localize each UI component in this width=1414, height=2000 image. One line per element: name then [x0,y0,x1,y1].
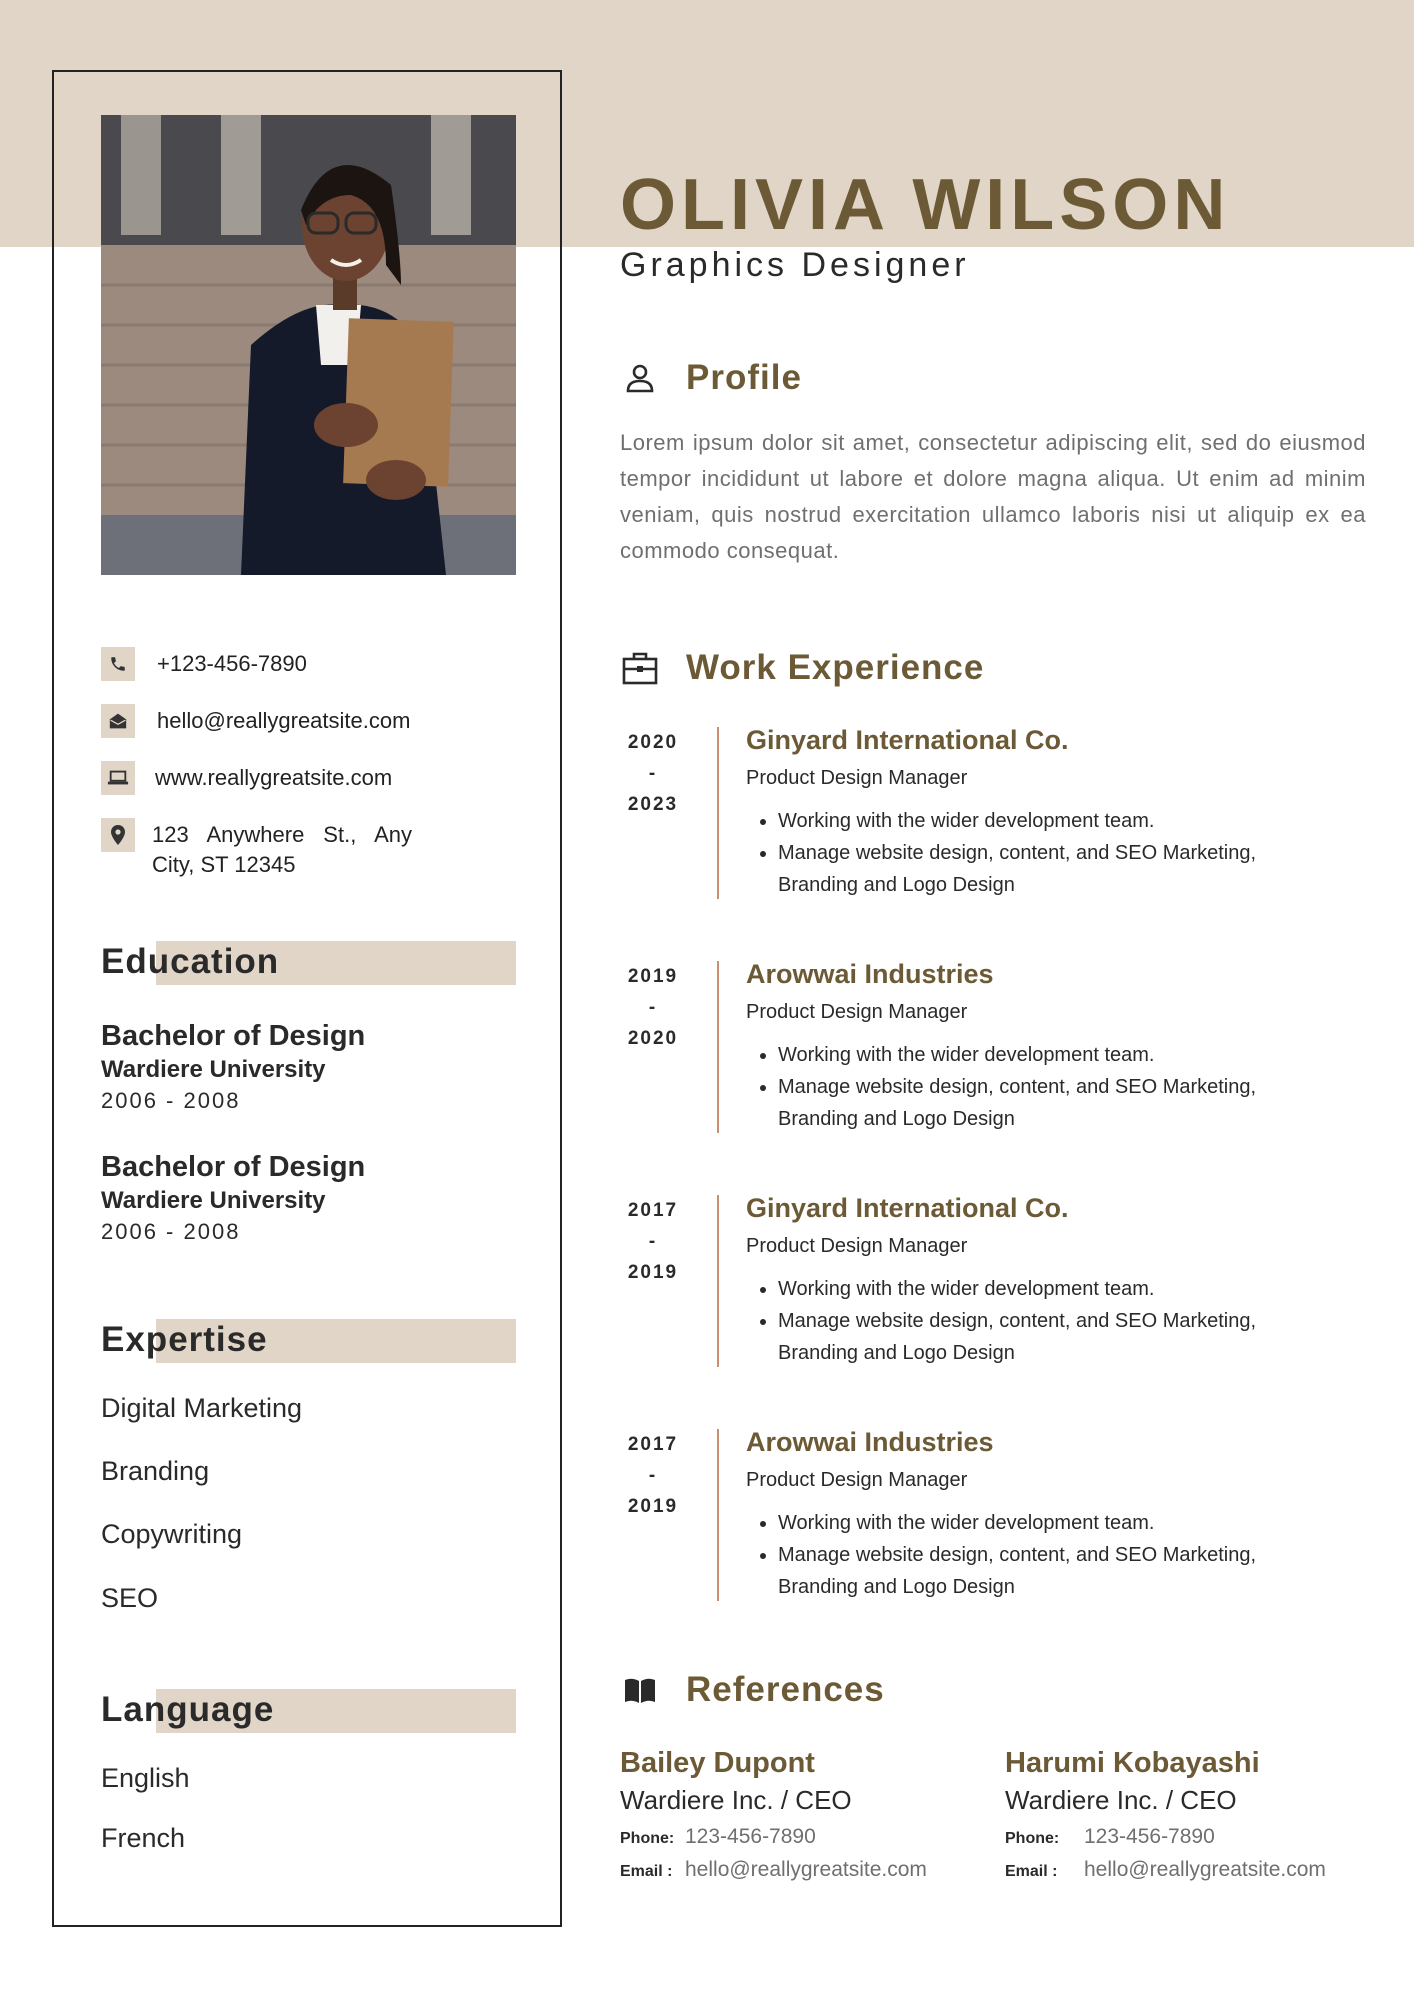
work-title: Product Design Manager [746,1469,968,1491]
work-years: 2017 - 2019 [627,1200,679,1283]
user-icon [620,358,660,398]
timeline-line [717,961,719,1133]
work-bullet: • Manage website design, content, and SEO Marketing, Branding and Logo Design [778,1071,1338,1135]
work-title: Product Design Manager [746,1001,968,1023]
reference-email: hello@reallygreatsite.com [1084,1858,1326,1881]
book-icon [620,1670,660,1710]
work-bullets [746,1039,1338,1135]
timeline-line [717,1429,719,1601]
profile-photo [101,115,516,575]
reference-company: Wardiere Inc. / CEO [1005,1785,1237,1815]
timeline-line [717,727,719,899]
reference-name: Bailey Dupont [620,1747,815,1779]
work-bullet: • Working with the wider development team. [778,1273,1338,1305]
address-text: 123 Anywhere St., Any City, ST 12345 [152,822,412,877]
email-label: Email : [620,1863,673,1880]
work-bullet: • Manage website design, content, and SEO Marketing, Branding and Logo Design [778,1539,1338,1603]
reference-email-row [1005,1854,1405,1887]
phone-icon [101,647,135,681]
work-bullet: • Manage website design, content, and SEO Marketing, Branding and Logo Design [778,1305,1338,1369]
timeline-line [717,1195,719,1367]
expertise-heading [101,1317,516,1363]
map-pin-icon [101,818,135,852]
reference-email-row [620,1854,1000,1887]
education-degree: Bachelor of Design [101,1020,366,1052]
work-item [620,1429,1380,1604]
reference-company: Wardiere Inc. / CEO [620,1785,852,1815]
work-company: Ginyard International Co. [746,725,1069,755]
education-years: 2006 - 2008 [101,1088,241,1113]
work-title: Product Design Manager [746,1235,968,1257]
work-bullets [746,1507,1338,1603]
work-bullets [746,1273,1338,1369]
reference-phone-row [620,1821,1000,1854]
profile-heading-text: Profile [686,358,802,397]
reference-phone-row [1005,1821,1405,1854]
phone-label: Phone: [620,1830,675,1847]
language-item: French [101,1823,186,1853]
work-years: 2020 - 2023 [627,732,679,815]
briefcase-icon [620,648,660,688]
education-heading-text: Education [101,942,280,981]
expertise-heading-text: Expertise [101,1320,268,1359]
email-text: hello@reallygreatsite.com [157,708,411,733]
work-bullets [746,805,1338,901]
contact-phone [101,647,307,681]
work-item [620,727,1380,902]
work-company: Arowwai Industries [746,959,994,989]
work-bullet: • Working with the wider development team. [778,1039,1338,1071]
reference-card [620,1745,1000,1887]
education-item [101,1018,365,1116]
work-company: Ginyard International Co. [746,1193,1069,1223]
expertise-item: Branding [101,1456,210,1486]
website-text: www.reallygreatsite.com [155,765,393,790]
language-item: English [101,1763,190,1793]
candidate-role: Graphics Designer [620,246,970,284]
education-item [101,1149,365,1247]
phone-text: +123-456-7890 [157,651,307,676]
education-school: Wardiere University [101,1056,326,1083]
expertise-item: SEO [101,1583,159,1613]
education-degree: Bachelor of Design [101,1151,366,1183]
profile-text: Lorem ipsum dolor sit amet, consectetur adipiscing elit, sed do eiusmod tempor incididunt ut labore et dolore magna aliqua. Ut enim ad minim veniam, quis nostrud exercitation ullamco laboris nisi ut aliquip ex ea commodo consequat. [620,430,1366,563]
reference-phone: 123-456-7890 [1084,1825,1215,1848]
work-years: 2019 - 2020 [627,966,679,1049]
work-bullet: • Working with the wider development team. [778,1507,1338,1539]
education-heading [101,939,516,985]
references-heading [620,1670,885,1710]
reference-name: Harumi Kobayashi [1005,1747,1260,1779]
language-heading-text: Language [101,1690,275,1729]
phone-label: Phone: [1005,1830,1060,1847]
contact-website [101,761,392,795]
candidate-name: OLIVIA WILSON [620,165,1231,245]
envelope-icon [101,704,135,738]
work-bullet: • Working with the wider development team. [778,805,1338,837]
work-item [620,961,1380,1136]
laptop-icon [101,761,135,795]
reference-card [1005,1745,1405,1887]
references-heading-text: References [686,1670,885,1709]
education-school: Wardiere University [101,1187,326,1214]
work-title: Product Design Manager [746,767,968,789]
expertise-item: Copywriting [101,1519,243,1549]
education-years: 2006 - 2008 [101,1219,241,1244]
email-label: Email : [1005,1863,1058,1880]
reference-email: hello@reallygreatsite.com [685,1858,927,1881]
contact-address [101,818,412,880]
work-years: 2017 - 2019 [627,1434,679,1517]
reference-phone: 123-456-7890 [685,1825,816,1848]
contact-email [101,704,410,738]
work-company: Arowwai Industries [746,1427,994,1457]
profile-heading [620,358,802,398]
work-bullet: • Manage website design, content, and SEO Marketing, Branding and Logo Design [778,837,1338,901]
language-heading [101,1687,516,1733]
work-heading [620,648,984,688]
work-heading-text: Work Experience [686,648,985,687]
expertise-item: Digital Marketing [101,1393,303,1423]
work-item [620,1195,1380,1370]
